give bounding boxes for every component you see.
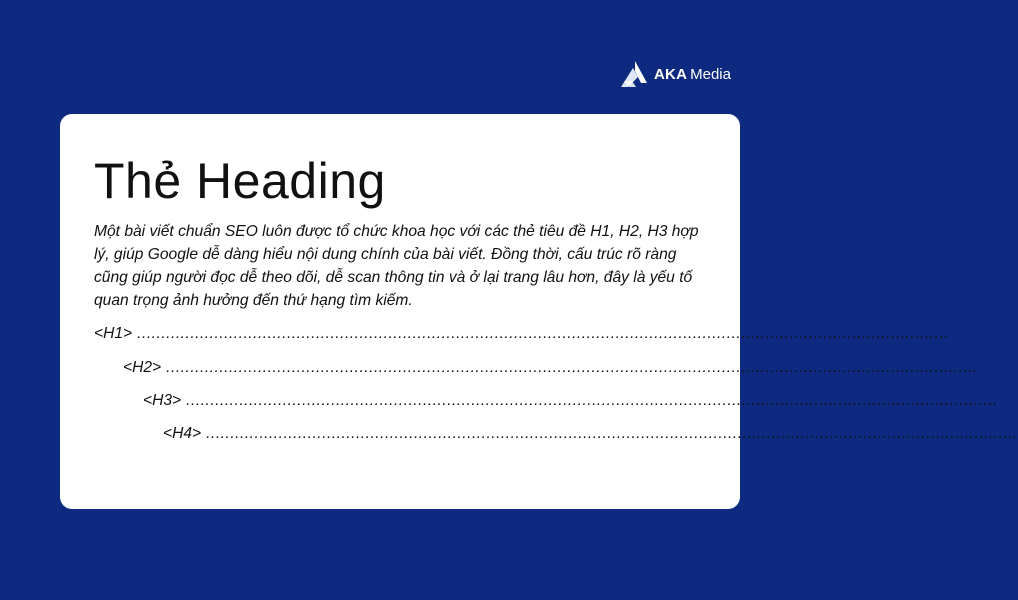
heading-tag-h2: <H2> <box>123 359 162 376</box>
content-card <box>60 114 1018 509</box>
heading-tag-h1: <H1> <box>94 325 133 342</box>
heading-row-h4 <box>163 417 1018 451</box>
dotted-leader: ........................................................................................................................................................................ <box>137 325 950 342</box>
card-title: Thẻ Heading <box>94 153 386 209</box>
brand-name-regular: Media <box>690 65 731 83</box>
heading-row-h3 <box>143 384 999 418</box>
heading-tag-h4: <H4> <box>163 425 202 442</box>
brand-name <box>654 66 731 83</box>
brand-logo <box>620 58 731 90</box>
heading-row-h1 <box>94 317 950 351</box>
aka-media-logo-icon <box>620 59 648 89</box>
heading-row-h2 <box>123 351 979 385</box>
dotted-leader: ........................................................................................................................................................................ <box>206 425 1018 442</box>
card-description: Một bài viết chuẩn SEO luôn được tổ chức khoa học với các thẻ tiêu đề H1, H2, H3 hợp lý, giúp Google dễ dàng hiểu nội dung chính của bài viết. Đồng thời, cấu trúc rõ ràng cũng giúp người đọc dễ theo dõi, dễ scan thông tin và ở lại trang lâu hơn, đây là yếu tố quan trọng ảnh hưởng đến thứ hạng tìm kiếm. <box>94 223 699 309</box>
dotted-leader: ........................................................................................................................................................................ <box>166 359 979 376</box>
brand-name-bold: AKA <box>654 65 688 83</box>
heading-tag-h3: <H3> <box>143 392 182 409</box>
dotted-leader: ........................................................................................................................................................................ <box>186 392 999 409</box>
